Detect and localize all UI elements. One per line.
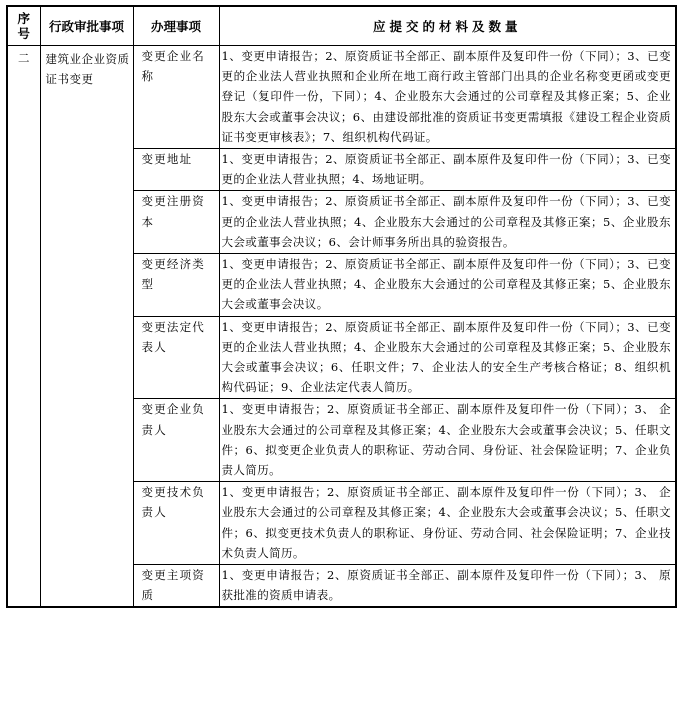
approval-item-cell: 建筑业企业资质证书变更	[40, 46, 133, 608]
materials-cell: 1、变更申请报告；2、原资质证书全部正、副本原件及复印件一份（下同）；3、已变更的企业法人营业执照；4、场地证明。	[219, 149, 676, 191]
task-cell: 变更注册资本	[133, 191, 219, 254]
task-cell: 变更企业名称	[133, 46, 219, 149]
task-cell: 变更企业负责人	[133, 399, 219, 482]
approval-materials-table	[6, 5, 677, 608]
task-cell: 变更法定代表人	[133, 316, 219, 399]
header-item: 行政审批事项	[40, 6, 133, 46]
materials-cell: 1、变更申请报告；2、原资质证书全部正、副本原件及复印件一份（下同）；3、 企业股东大会通过的公司章程及其修正案；4、企业股东大会或董事会决议；5、任职文件；6、拟变更企业负责人的职称证、劳动合同、身份证、社会保险证明；7、企业负责人简历。	[219, 399, 676, 482]
header-seq: 序号	[7, 6, 40, 46]
materials-cell: 1、变更申请报告；2、原资质证书全部正、副本原件及复印件一份（下同）；3、 企业股东大会通过的公司章程及其修正案；4、企业股东大会或董事会决议；5、任职文件；6、拟变更技术负责人的职称证、身份证、劳动合同、社会保险证明；7、企业技术负责人简历。	[219, 482, 676, 565]
task-cell: 变更技术负责人	[133, 482, 219, 565]
materials-cell: 1、变更申请报告；2、原资质证书全部正、副本原件及复印件一份（下同）；3、已变更的企业法人营业执照；4、企业股东大会通过的公司章程及其修正案；5、企业股东大会或董事会决议。	[219, 254, 676, 317]
task-cell: 变更主项资质	[133, 565, 219, 608]
task-cell: 变更经济类型	[133, 254, 219, 317]
materials-cell: 1、变更申请报告；2、原资质证书全部正、副本原件及复印件一份（下同）；3、已变更的企业法人营业执照和企业所在地工商行政主管部门出具的企业名称变更函或变更登记（复印件一份，下同）；4、企业股东大会通过的公司章程及其修正案；5、企业股东大会或董事会决议；6、由建设部批准的资质证书变更需填报《建设工程企业资质证书变更审核表》；7、组织机构代码证。	[219, 46, 676, 149]
header-task: 办理事项	[133, 6, 219, 46]
materials-cell: 1、变更申请报告；2、原资质证书全部正、副本原件及复印件一份（下同）；3、已变更的企业法人营业执照；4、企业股东大会通过的公司章程及其修正案；5、企业股东大会或董事会决议；6、任职文件；7、企业法人的安全生产考核合格证；8、组织机构代码证；9、企业法定代表人简历。	[219, 316, 676, 399]
table-row	[7, 46, 676, 149]
task-cell: 变更地址	[133, 149, 219, 191]
seq-cell: 二	[7, 46, 40, 608]
materials-cell: 1、变更申请报告；2、原资质证书全部正、副本原件及复印件一份（下同）；3、已变更的企业法人营业执照；4、企业股东大会通过的公司章程及其修正案；5、企业股东大会或董事会决议；6、会计师事务所出具的验资报告。	[219, 191, 676, 254]
materials-cell: 1、变更申请报告；2、原资质证书全部正、副本原件及复印件一份（下同）；3、 原获批准的资质申请表。	[219, 565, 676, 608]
header-row	[7, 6, 676, 46]
header-materials: 应提交的材料及数量	[219, 6, 676, 46]
